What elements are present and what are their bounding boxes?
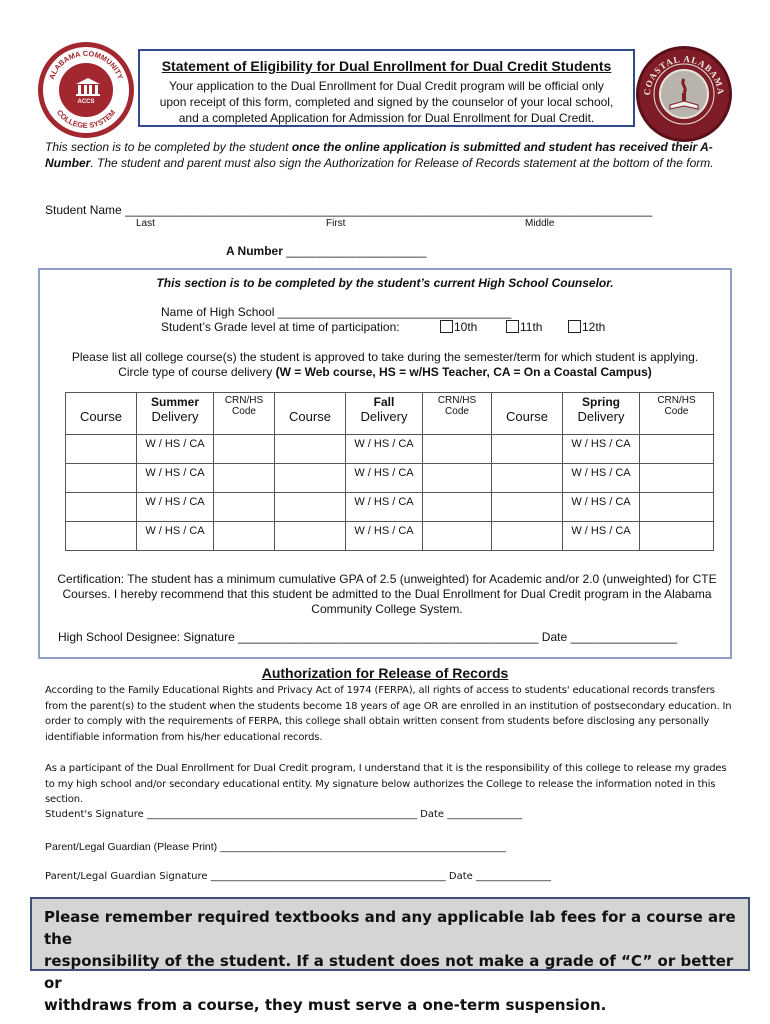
- course-cell[interactable]: [492, 493, 563, 522]
- reminder-line: withdraws from a course, they must serve a one-term suspension.: [44, 996, 607, 1014]
- high-school-field[interactable]: Name of High School ___________________________________: [161, 305, 512, 319]
- delivery-cell[interactable]: W / HS / CA: [137, 493, 214, 522]
- last-name-sublabel: Last: [136, 218, 155, 229]
- table-row: [66, 435, 714, 464]
- delivery-cell[interactable]: W / HS / CA: [346, 464, 423, 493]
- course-header: Course: [492, 393, 563, 435]
- ferpa-paragraph: According to the Family Educational Rights and Privacy Act of 1974 (FERPA), all rights of access to students' educational records transfers from the parent(s) to the student when the students become 18 years of age OR are enrolled in an institution of postsecondary education. In order to comply with the requirements of FERPA, this college shall obtain written consent from students before disclosing any personally identifiable information from his/her educational records.: [45, 685, 732, 743]
- crn-header: CRN/HS Code: [640, 393, 714, 435]
- crn-cell[interactable]: [214, 522, 275, 551]
- grade-12-option[interactable]: 12th: [568, 320, 605, 334]
- course-instructions: Please list all college course(s) the student is approved to take during the semester/term for which student is applying.: [71, 350, 699, 364]
- crn-cell[interactable]: [423, 464, 492, 493]
- course-cell[interactable]: [66, 493, 137, 522]
- certification-statement: Certification: The student has a minimum cumulative GPA of 2.5 (unweighted) for Academic and/or 2.0 (unweighted) for CTE Courses. I hereby recommend that this student be admitted to the Dual Enrollment for Dual Credit program in the Alabama Community College System.: [57, 572, 717, 616]
- grade-level-field: Student’s Grade level at time of participation:: [161, 320, 400, 334]
- course-cell[interactable]: [492, 464, 563, 493]
- course-cell[interactable]: [275, 464, 346, 493]
- guardian-signature-field[interactable]: Parent/Legal Guardian Signature _______________________________________________ Date _______________: [45, 871, 551, 882]
- middle-name-sublabel: Middle: [525, 218, 555, 229]
- table-header-row: [66, 393, 714, 435]
- delivery-cell[interactable]: W / HS / CA: [346, 522, 423, 551]
- delivery-cell[interactable]: W / HS / CA: [563, 522, 640, 551]
- course-cell[interactable]: [66, 464, 137, 493]
- svg-text:COLLEGE SYSTEM: COLLEGE SYSTEM: [54, 108, 118, 131]
- checkbox-icon[interactable]: [568, 320, 581, 333]
- header-line: and a completed Application for Admission for Dual Enrollment for Dual Credit.: [178, 111, 595, 125]
- textbook-reminder-box: [30, 897, 750, 1014]
- crn-cell[interactable]: [214, 464, 275, 493]
- spring-delivery-header: Spring Delivery: [563, 393, 640, 435]
- crn-cell[interactable]: [640, 435, 714, 464]
- student-name-field[interactable]: [45, 203, 652, 217]
- student-section-intro: This section is to be completed by the student once the online application is submitted and student has received their A-Number. The student and parent must also sign the Authorization for Release of Records statement at the bottom of the form.: [45, 140, 714, 170]
- reminder-line: responsibility of the student. If a student does not make a grade of “C” or better or: [44, 952, 734, 992]
- form-title: Statement of Eligibility for Dual Enrollment for Dual Credit Students: [161, 58, 612, 74]
- course-cell[interactable]: [275, 522, 346, 551]
- crn-cell[interactable]: [423, 522, 492, 551]
- course-header: Course: [66, 393, 137, 435]
- checkbox-icon[interactable]: [440, 320, 453, 333]
- crn-cell[interactable]: [640, 522, 714, 551]
- summer-delivery-header: Summer Delivery: [137, 393, 214, 435]
- course-cell[interactable]: [275, 435, 346, 464]
- course-cell[interactable]: [275, 493, 346, 522]
- grade-10-option[interactable]: 10th: [440, 320, 477, 334]
- delivery-cell[interactable]: W / HS / CA: [346, 435, 423, 464]
- delivery-cell[interactable]: W / HS / CA: [137, 464, 214, 493]
- table-row: [66, 522, 714, 551]
- delivery-cell[interactable]: W / HS / CA: [563, 493, 640, 522]
- grade-11-option[interactable]: 11th: [506, 320, 542, 334]
- accs-abbr: ACCS: [77, 99, 95, 105]
- designee-signature-field[interactable]: High School Designee: Signature _____________________________________________ Date ________________: [58, 630, 678, 644]
- counselor-section: [38, 268, 732, 659]
- first-name-sublabel: First: [326, 218, 346, 229]
- course-table: [65, 392, 714, 551]
- crn-cell[interactable]: [423, 493, 492, 522]
- checkbox-icon[interactable]: [506, 320, 519, 333]
- course-header: Course: [275, 393, 346, 435]
- delivery-cell[interactable]: W / HS / CA: [137, 435, 214, 464]
- crn-cell[interactable]: [423, 435, 492, 464]
- course-cell[interactable]: [492, 522, 563, 551]
- counselor-section-title: This section is to be completed by the student’s current High School Counselor.: [156, 276, 614, 290]
- crn-header: CRN/HS Code: [214, 393, 275, 435]
- course-cell[interactable]: [66, 522, 137, 551]
- delivery-cell[interactable]: W / HS / CA: [563, 464, 640, 493]
- student-name-line[interactable]: _______________________________________________________________________________: [125, 203, 653, 217]
- building-icon: [75, 77, 101, 97]
- student-signature-field[interactable]: Student's Signature ______________________________________________________ Date _______________: [45, 809, 523, 820]
- svg-text:ALABAMA COMMUNITY: ALABAMA COMMUNITY: [46, 48, 126, 81]
- crn-cell[interactable]: [640, 464, 714, 493]
- coastal-alabama-logo: [636, 46, 732, 142]
- header-line: upon receipt of this form, completed and signed by the counselor of your local school,: [159, 95, 614, 109]
- header-instructions: [140, 78, 633, 126]
- crn-cell[interactable]: [640, 493, 714, 522]
- course-cell[interactable]: [492, 435, 563, 464]
- torch-book-icon: [661, 71, 707, 117]
- release-paragraph: As a participant of the Dual Enrollment for Dual Credit program, I understand that it is the responsibility of this college to release my grades to my high school and/or secondary educational entity. My signature below authorizes the College to release the information noted in this section.: [45, 763, 727, 805]
- a-number-line[interactable]: _____________________: [286, 244, 427, 258]
- table-row: [66, 493, 714, 522]
- crn-cell[interactable]: [214, 493, 275, 522]
- a-number-field[interactable]: [226, 244, 426, 258]
- delivery-instructions: Circle type of course delivery (W = Web course, HS = w/HS Teacher, CA = On a Coastal Campus): [118, 365, 652, 379]
- form-header: [138, 49, 635, 127]
- delivery-cell[interactable]: W / HS / CA: [563, 435, 640, 464]
- delivery-cell[interactable]: W / HS / CA: [346, 493, 423, 522]
- crn-header: CRN/HS Code: [423, 393, 492, 435]
- authorization-title: Authorization for Release of Records: [261, 665, 509, 681]
- accs-logo: [38, 42, 134, 138]
- table-row: [66, 464, 714, 493]
- course-cell[interactable]: [66, 435, 137, 464]
- crn-cell[interactable]: [214, 435, 275, 464]
- reminder-line: Please remember required textbooks and any applicable lab fees for a course are the: [44, 908, 736, 948]
- fall-delivery-header: Fall Delivery: [346, 393, 423, 435]
- student-name-label: Student Name: [45, 203, 122, 217]
- guardian-print-field[interactable]: Parent/Legal Guardian (Please Print) _________________________________________________: [45, 841, 507, 853]
- delivery-cell[interactable]: W / HS / CA: [137, 522, 214, 551]
- header-line: Your application to the Dual Enrollment for Dual Credit program will be official only: [169, 79, 604, 93]
- svg-text:COASTAL ALABAMA: COASTAL ALABAMA: [641, 53, 727, 96]
- a-number-label: A Number: [226, 244, 283, 258]
